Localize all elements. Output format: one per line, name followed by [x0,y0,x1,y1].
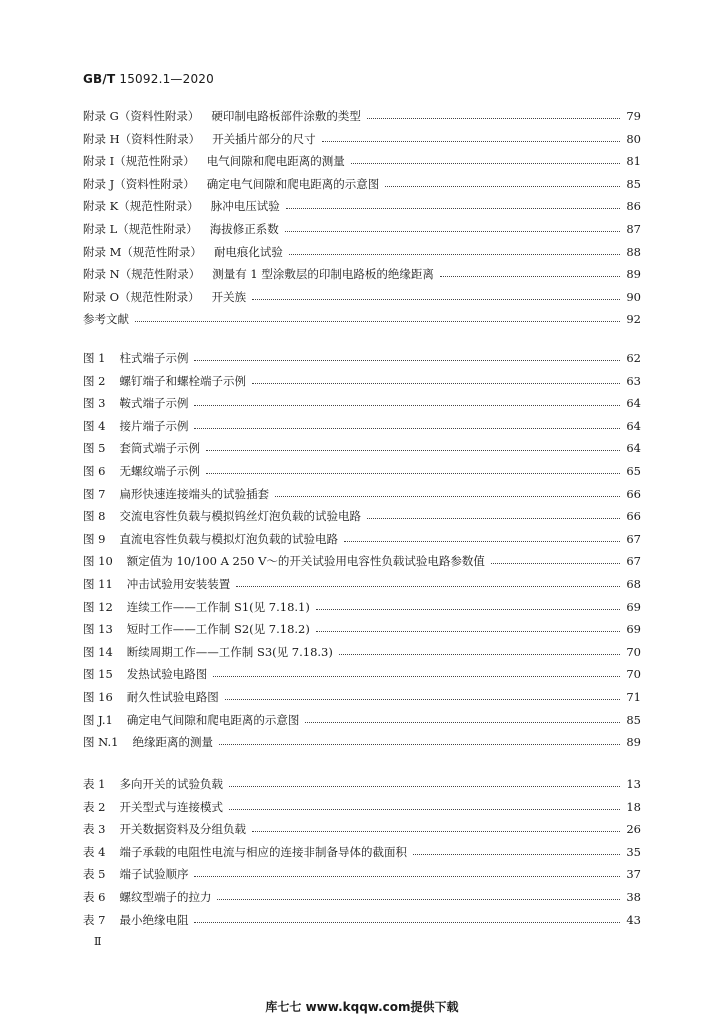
toc-entry[interactable] [83,438,641,458]
toc-entry-page: 87 [626,222,641,236]
dot-leader [206,472,620,474]
dot-leader [229,808,620,810]
toc-entry-title: 额定值为 10/100 A 250 V～的开关试验用电容性负载试验电路参数值 [126,554,485,569]
toc-entry-number: 附录 I（规范性附录） [83,154,195,169]
toc-entry[interactable] [83,506,641,526]
dot-leader [194,427,620,429]
toc-entry-title: 参考文献 [83,312,129,327]
toc-entry-title: 无螺纹端子示例 [119,464,200,478]
toc-entry-title: 直流电容性负载与模拟灯泡负载的试验电路 [119,531,338,546]
toc-entry-page: 89 [626,267,641,282]
toc-entry[interactable] [83,819,641,839]
toc-entry-page: 79 [626,109,641,123]
standard-code: GB/T [83,72,116,86]
dot-leader [225,698,621,700]
dot-leader [316,630,621,632]
toc-entry-number: 图 13 [83,622,113,637]
toc-entry[interactable] [83,551,641,571]
toc-entry[interactable] [83,461,641,481]
toc-entry-page: 89 [626,735,641,750]
dot-leader [413,853,620,855]
dot-leader [194,875,620,877]
toc-entry-title: 电气间隙和爬电距离的测量 [206,154,345,169]
toc-entry-number: 附录 O（规范性附录） [83,289,200,304]
toc-entry[interactable] [83,371,641,391]
toc-entry[interactable] [83,106,641,126]
toc-entry-page: 64 [626,441,641,456]
toc-entry-page: 92 [626,312,641,327]
toc-entry-title: 开关型式与连接模式 [119,799,223,814]
toc-entry[interactable] [83,174,641,194]
toc-entry[interactable] [83,219,641,239]
toc-entry-page: 66 [626,509,641,524]
toc-entry-number: 表 4 [83,844,106,859]
toc-entry-page: 43 [626,912,641,927]
toc-entry[interactable] [83,910,641,930]
toc-entry-page: 64 [626,396,641,411]
toc-entry-title: 脉冲电压试验 [210,199,280,214]
dot-leader [286,207,621,209]
toc-entry[interactable] [83,529,641,549]
toc-entry[interactable] [83,887,641,907]
toc-entry-number: 附录 G（资料性附录） [83,109,200,123]
toc-entry-number: 表 1 [83,777,106,791]
toc-entry-page: 71 [626,690,641,704]
toc-entry[interactable] [83,842,641,862]
toc-entry-number: 表 6 [83,890,106,904]
toc-entry[interactable] [83,774,641,794]
dot-leader [385,185,620,187]
toc-entry-page: 64 [626,418,641,433]
toc-entry-number: 附录 J（资料性附录） [83,176,195,191]
toc-entry-number: 图 3 [83,396,106,411]
toc-entry-number: 图 N.1 [83,735,119,750]
toc-entry-page: 26 [626,822,641,837]
toc-entry-page: 18 [626,799,641,814]
toc-entry-page: 66 [626,486,641,501]
dot-leader [339,653,621,655]
toc-entry-title: 螺纹型端子的拉力 [119,890,212,904]
toc-entry-page: 67 [626,554,641,569]
toc-entry-title: 柱式端子示例 [119,351,189,365]
toc-entry[interactable] [83,797,641,817]
toc-entry-title: 连续工作——工作制 S1(见 7.18.1) [126,599,310,614]
dot-leader [229,785,620,787]
toc-entry-number: 图 5 [83,441,106,456]
toc-entry-page: 35 [626,844,641,859]
toc-entry-number: 图 10 [83,554,113,569]
toc-entry-page: 68 [626,577,641,591]
toc-entry[interactable] [83,732,641,752]
toc-entry-number: 图 4 [83,418,106,433]
toc-entry-page: 37 [626,867,641,882]
toc-entry-title: 发热试验电路图 [126,667,208,682]
toc-entry[interactable] [83,619,641,639]
toc-entry[interactable] [83,687,641,707]
toc-entry-title: 端子试验顺序 [119,867,189,882]
document-header [83,72,214,86]
dot-leader [316,608,621,610]
toc-entry[interactable] [83,574,641,594]
toc-entry-title: 冲击试验用安装装置 [126,577,231,591]
dot-leader [305,721,620,723]
toc-entry-page: 63 [626,373,641,388]
toc-entry-page: 85 [626,712,641,727]
toc-entry-page: 70 [626,667,641,682]
toc-entry-title: 开关族 [211,289,247,304]
toc-entry[interactable] [83,129,641,149]
toc-entry-number: 图 7 [83,486,106,501]
toc-entry-title: 海拔修正系数 [209,222,279,236]
toc-entry-page: 13 [626,777,641,791]
dot-leader [217,898,620,900]
dot-leader [236,585,620,587]
toc-entry-number: 图 15 [83,667,113,682]
toc-entry-number: 附录 N（规范性附录） [83,267,201,282]
toc-entry[interactable] [83,484,641,504]
toc-entry-number: 图 2 [83,373,106,388]
dot-leader [252,382,620,384]
dot-leader [219,743,620,745]
toc-entry[interactable] [83,151,641,171]
toc-entry-page: 65 [626,464,641,478]
toc-entry-number: 表 2 [83,799,106,814]
toc-entry-number: 表 3 [83,822,106,837]
toc-entry[interactable] [83,710,641,730]
toc-entry-title: 开关插片部分的尺寸 [212,131,316,146]
toc-entry-page: 81 [626,154,641,169]
toc-entry[interactable] [83,348,641,368]
toc-entry[interactable] [83,416,641,436]
toc-entry-title: 开关数据资料及分组负载 [119,822,246,837]
toc-entry-title: 断续周期工作——工作制 S3(见 7.18.3) [126,644,333,659]
dot-leader [351,162,621,164]
page-folio: Ⅱ [94,935,102,948]
toc-entry-number: 表 7 [83,912,106,927]
toc-entry-number: 图 6 [83,464,106,478]
toc-entry-number: 附录 L（规范性附录） [83,222,198,236]
toc-entry-number: 图 8 [83,509,106,524]
toc-entry-title: 最小绝缘电阻 [119,912,189,927]
dot-leader [194,921,620,923]
toc-entry-title: 交流电容性负载与模拟钨丝灯泡负载的试验电路 [119,509,361,524]
dot-leader [252,298,620,300]
toc-entry[interactable] [83,597,641,617]
toc-entry-number: 附录 K（规范性附录） [83,199,199,214]
toc-entry[interactable] [83,242,641,262]
toc-entry[interactable] [83,309,641,329]
download-footer: 库七七 www.kqqw.com提供下载 [265,1000,459,1014]
toc-entry-title: 套筒式端子示例 [119,441,200,456]
dot-leader [289,253,620,255]
dot-leader [367,117,621,119]
toc-entry-title: 接片端子示例 [119,418,189,433]
toc-entry-number: 图 1 [83,351,106,365]
toc-entry-page: 62 [626,351,641,365]
dot-leader [135,320,620,322]
toc-entry-title: 绝缘距离的测量 [132,735,213,750]
dot-leader [252,830,620,832]
toc-entry-number: 图 16 [83,690,113,704]
toc-entry-page: 80 [626,131,641,146]
toc-entry-page: 38 [626,890,641,904]
dot-leader [344,540,620,542]
toc-entry-title: 测量有 1 型涂敷层的印制电路板的绝缘距离 [212,267,434,282]
toc-entry-number: 附录 H（资料性附录） [83,131,201,146]
toc-entry-title: 多向开关的试验负载 [119,777,223,791]
toc-entry-title: 耐久性试验电路图 [126,690,219,704]
toc-entry-page: 85 [626,176,641,191]
dot-leader [285,230,621,232]
toc-entry-title: 确定电气间隙和爬电距离的示意图 [126,712,300,727]
toc-entry-title: 短时工作——工作制 S2(见 7.18.2) [126,622,310,637]
toc-entry-number: 图 11 [83,577,113,591]
toc-entry[interactable] [83,642,641,662]
toc-entry-number: 附录 M（规范性附录） [83,244,202,259]
dot-leader [322,140,621,142]
dot-leader [194,359,620,361]
toc-entry-page: 67 [626,531,641,546]
toc-entry-page: 88 [626,244,641,259]
toc-entry-title: 扁形快速连接端头的试验插套 [119,486,269,501]
dot-leader [491,562,620,564]
dot-leader [194,404,620,406]
dot-leader [440,275,621,277]
toc-entry-page: 69 [626,599,641,614]
toc-entry-title: 端子承载的电阻性电流与相应的连接非制备导体的截面积 [119,844,407,859]
toc-entry-page: 90 [626,289,641,304]
standard-number: 15092.1—2020 [119,72,214,86]
toc-entry-title: 硬印制电路板部件涂敷的类型 [211,109,361,123]
toc-entry-number: 图 9 [83,531,106,546]
toc-entry[interactable] [83,196,641,216]
toc-entry-page: 69 [626,622,641,637]
toc-entry-title: 耐电痕化试验 [213,244,283,259]
toc-entry-title: 螺钉端子和螺栓端子示例 [119,373,246,388]
dot-leader [367,517,620,519]
toc-entry[interactable] [83,393,641,413]
toc-entry[interactable] [83,264,641,284]
toc-entry-number: 表 5 [83,867,106,882]
dot-leader [213,675,620,677]
toc-entry-title: 鞍式端子示例 [119,396,189,411]
toc-entry-page: 86 [626,199,641,214]
toc-entry[interactable] [83,864,641,884]
toc-entry-title: 确定电气间隙和爬电距离的示意图 [206,176,380,191]
toc-entry[interactable] [83,664,641,684]
dot-leader [275,495,620,497]
toc-entry-number: 图 12 [83,599,113,614]
dot-leader [206,449,620,451]
toc-entry-number: 图 14 [83,644,113,659]
toc-entry-number: 图 J.1 [83,712,113,727]
toc-entry[interactable] [83,287,641,307]
toc-entry-page: 70 [626,644,641,659]
